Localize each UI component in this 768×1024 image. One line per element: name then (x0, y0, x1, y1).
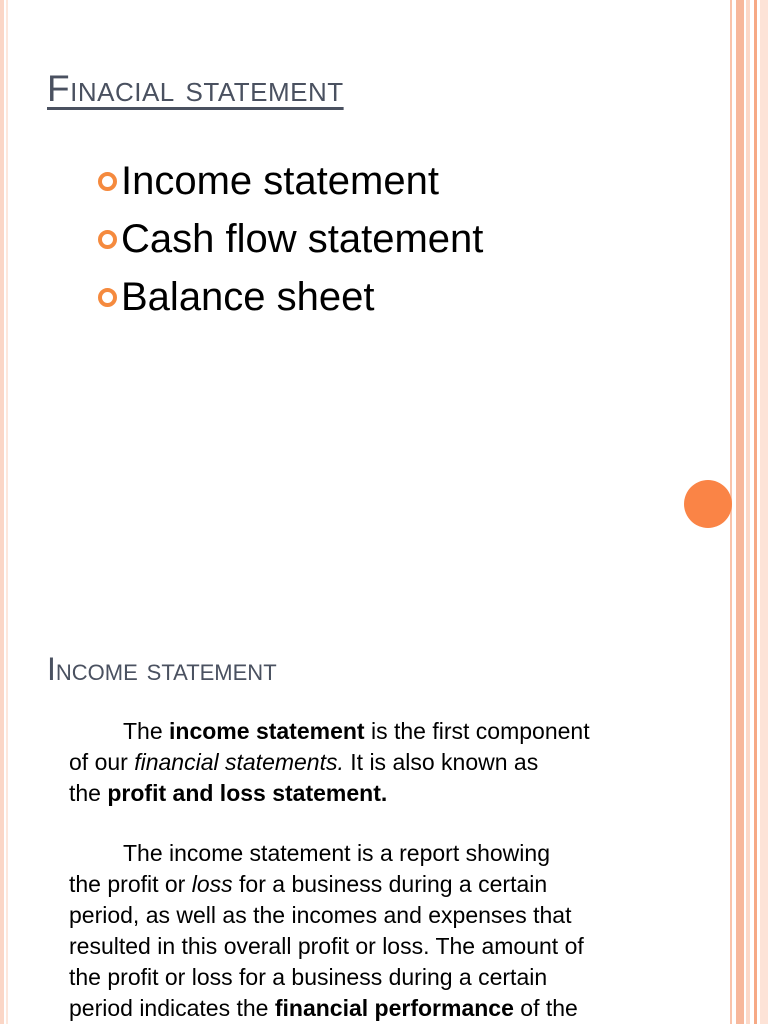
list-item (98, 268, 483, 326)
bullet-label: Income statement (121, 158, 439, 203)
bold-term: financial performance (274, 995, 514, 1021)
slide-title: Finacial statement (47, 68, 344, 109)
ring-bullet-icon (98, 230, 117, 249)
orange-circle-decoration (684, 480, 732, 528)
text-run: It is also known as (343, 749, 539, 775)
stripe (760, 0, 768, 1024)
right-decorative-stripes (730, 0, 768, 1024)
left-border-stripe-inner (6, 0, 8, 1024)
text-run: resulted in this overall profit or loss. The amount of (69, 933, 584, 959)
ring-bullet-icon (98, 288, 117, 307)
text-run: the profit or loss for a business during a certain (69, 964, 548, 990)
bullet-list (98, 152, 483, 326)
text-run: is the first component (364, 718, 590, 744)
left-border-stripe (0, 0, 4, 1024)
text-run: the (69, 780, 108, 806)
italic-term: loss (191, 871, 233, 897)
stripe (736, 0, 744, 1024)
section-heading: Income statement (47, 651, 277, 687)
text-run: of the (513, 995, 578, 1021)
text-run: The income statement is a report showing (123, 840, 550, 866)
italic-term: financial statements. (134, 749, 344, 775)
list-item (98, 152, 483, 210)
text-run: period, as well as the incomes and expenses that (69, 902, 572, 928)
text-run: of our (69, 749, 135, 775)
stripe (746, 0, 750, 1024)
text-run: for a business during a certain (232, 871, 548, 897)
bold-term: profit and loss statement. (107, 780, 388, 806)
ring-bullet-icon (98, 172, 117, 191)
paragraph-description (69, 838, 669, 1024)
text-run: the profit or (69, 871, 192, 897)
bullet-label: Cash flow statement (121, 216, 484, 261)
stripe (754, 0, 757, 1024)
paragraph-definition (69, 716, 669, 809)
bullet-label: Balance sheet (121, 274, 375, 319)
text-run: period indicates the (69, 995, 275, 1021)
bold-term: income statement (169, 718, 365, 744)
text-run: The (123, 718, 170, 744)
list-item (98, 210, 483, 268)
